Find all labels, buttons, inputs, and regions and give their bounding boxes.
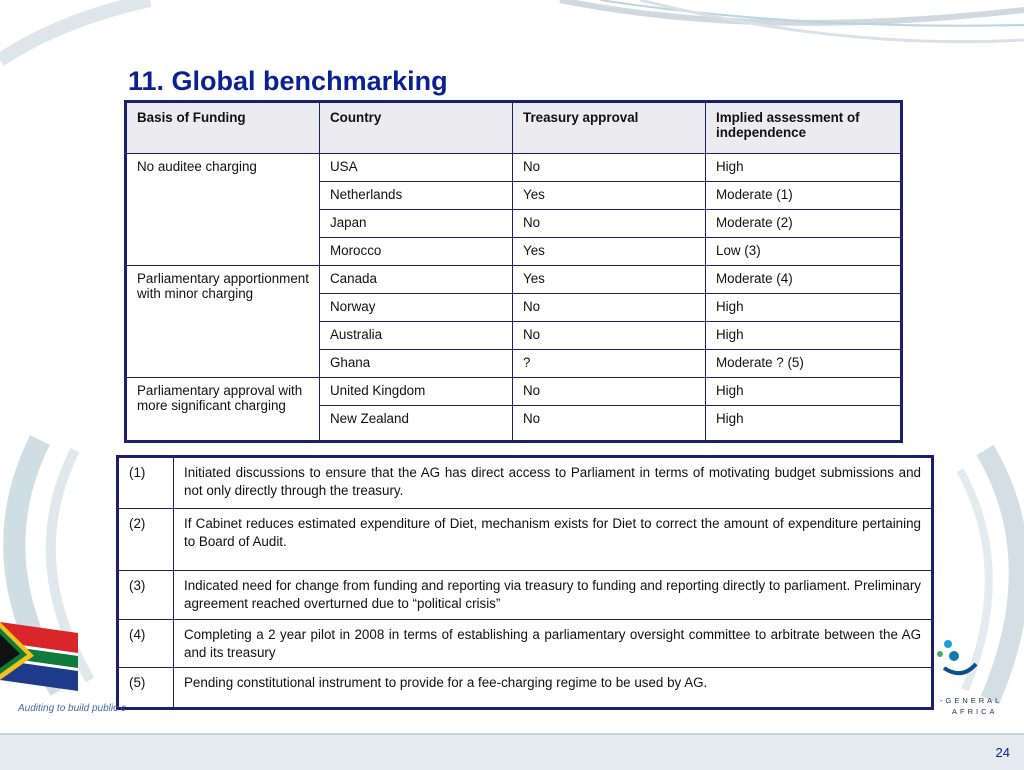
country-cell: Canada [320,266,513,294]
note-text: Pending constitutional instrument to provide for a fee-charging regime to be used by AG. [174,668,933,709]
south-africa-flag-icon [0,612,100,696]
assessment-cell: Low (3) [706,238,902,266]
approval-cell: No [513,406,706,442]
country-cell: USA [320,154,513,182]
header-basis-of-funding: Basis of Funding [126,102,320,154]
country-cell: Netherlands [320,182,513,210]
country-cell: New Zealand [320,406,513,442]
note-row [118,509,933,571]
assessment-cell: High [706,294,902,322]
note-row [118,668,933,709]
note-number: (1) [118,457,174,509]
footer-bar [0,733,1024,770]
note-row [118,571,933,620]
basis-cell: Parliamentary approval with more significant charging [126,378,320,442]
approval-cell: No [513,210,706,238]
assessment-cell: Moderate ? (5) [706,350,902,378]
assessment-cell: Moderate (2) [706,210,902,238]
approval-cell: No [513,294,706,322]
table-header-row [126,102,902,154]
country-cell: Japan [320,210,513,238]
footer-tagline: Auditing to build public c [18,703,126,714]
approval-cell: Yes [513,238,706,266]
country-cell: Morocco [320,238,513,266]
approval-cell: No [513,322,706,350]
table-row [126,266,902,294]
table-row [126,378,902,406]
country-cell: Ghana [320,350,513,378]
note-row [118,620,933,668]
notes-table [116,455,934,710]
page-title: 11. Global benchmarking [128,66,448,96]
note-number: (2) [118,509,174,571]
auditor-general-logo-icon [932,632,980,688]
country-cell: Norway [320,294,513,322]
assessment-cell: Moderate (1) [706,182,902,210]
assessment-cell: High [706,378,902,406]
approval-cell: Yes [513,266,706,294]
note-row [118,457,933,509]
benchmark-table [124,100,903,443]
header-treasury-approval: Treasury approval [513,102,706,154]
page-number: 24 [995,745,1010,760]
ag-line-2: AFRICA [952,707,998,716]
approval-cell: ? [513,350,706,378]
note-text: Completing a 2 year pilot in 2008 in terms of establishing a parliamentary oversight committee to arbitrate between the AG and its treasury [174,620,933,668]
header-country: Country [320,102,513,154]
assessment-cell: High [706,322,902,350]
approval-cell: No [513,154,706,182]
assessment-cell: High [706,406,902,442]
header-implied-assessment: Implied assessment of independence [706,102,902,154]
table-row [126,154,902,182]
assessment-cell: Moderate (4) [706,266,902,294]
note-number: (5) [118,668,174,709]
note-text: If Cabinet reduces estimated expenditure of Diet, mechanism exists for Diet to correct the amount of expenditure pertaining to Board of Audit. [174,509,933,571]
note-text: Indicated need for change from funding and reporting via treasury to funding and reporting directly to parliament. Preliminary agreement reached overturned due to “political crisis” [174,571,933,620]
basis-cell: No auditee charging [126,154,320,266]
approval-cell: Yes [513,182,706,210]
note-number: (4) [118,620,174,668]
approval-cell: No [513,378,706,406]
auditor-general-wordmark [940,695,1002,717]
ag-line-1: -GENERAL [940,696,1003,705]
country-cell: Australia [320,322,513,350]
country-cell: United Kingdom [320,378,513,406]
assessment-cell: High [706,154,902,182]
basis-cell: Parliamentary apportionment with minor charging [126,266,320,378]
note-text: Initiated discussions to ensure that the AG has direct access to Parliament in terms of motivating budget submissions and not only directly through the treasury. [174,457,933,509]
note-number: (3) [118,571,174,620]
